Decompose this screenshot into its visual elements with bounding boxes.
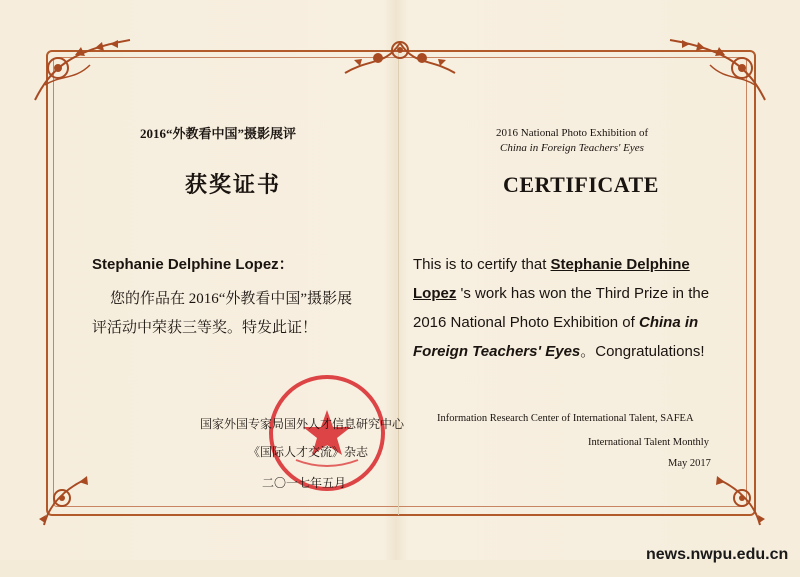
english-body-end: 。Congratulations! bbox=[580, 343, 705, 360]
english-certificate-heading: CERTIFICATE bbox=[503, 172, 659, 197]
chinese-exhibition-title: 2016“外教看中国”摄影展评 bbox=[140, 126, 297, 141]
floral-ornament-bottom-left-icon bbox=[34, 470, 104, 530]
chinese-award-text-line1: 您的作品在 2016“外教看中国”摄影展 bbox=[110, 291, 353, 307]
floral-ornament-top-center-icon bbox=[340, 28, 460, 83]
english-exhibition-name: China in Foreign Teachers' Eyes bbox=[413, 314, 699, 360]
english-body-middle: 's work has won the Third Prize in the 2016 National Photo Exhibition of bbox=[413, 285, 710, 331]
center-fold-line bbox=[398, 50, 399, 515]
english-recipient-name: Stephanie Delphine Lopez bbox=[413, 256, 690, 302]
chinese-certificate-heading: 获奖证书 bbox=[185, 172, 282, 197]
english-exhibition-title-line1: 2016 National Photo Exhibition of bbox=[496, 127, 649, 139]
floral-ornament-top-left-icon bbox=[30, 30, 140, 110]
chinese-issuer-line2: 《国际人才交流》杂志 bbox=[248, 445, 369, 459]
source-watermark: news.nwpu.edu.cn bbox=[646, 546, 789, 563]
chinese-issue-date: 二〇一七年五月 bbox=[262, 476, 347, 490]
english-issue-date: May 2017 bbox=[668, 458, 711, 469]
floral-ornament-bottom-right-icon bbox=[700, 470, 770, 530]
english-exhibition-title-line2: China in Foreign Teachers' Eyes bbox=[500, 142, 644, 154]
chinese-recipient-name: Stephanie Delphine Lopez： bbox=[92, 256, 294, 273]
chinese-issuer-line1: 国家外国专家局国外人才信息研究中心 bbox=[200, 417, 405, 431]
english-issuer-line1: Information Research Center of International Talent, SAFEA bbox=[437, 413, 694, 424]
chinese-award-text-line2: 评活动中荣获三等奖。特发此证！ bbox=[92, 320, 318, 336]
english-body-intro: This is to certify that bbox=[413, 256, 551, 273]
floral-ornament-top-right-icon bbox=[660, 30, 770, 110]
english-award-text bbox=[413, 250, 733, 366]
english-issuer-line2: International Talent Monthly bbox=[588, 437, 709, 448]
